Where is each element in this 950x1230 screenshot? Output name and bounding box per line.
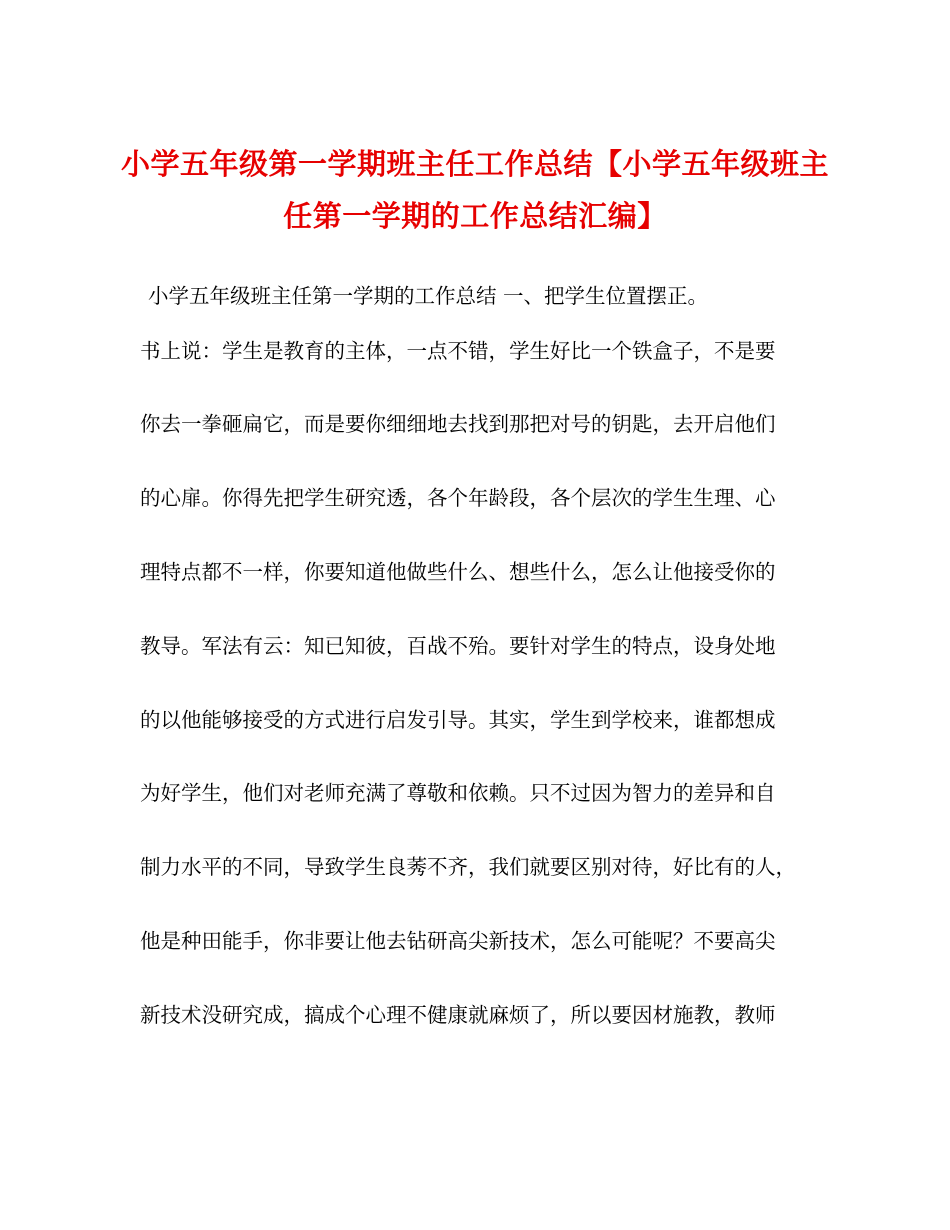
body-line: 书上说：学生是教育的主体，一点不错，学生好比一个铁盒子，不是要 xyxy=(140,339,776,363)
body-line: 的心扉。你得先把学生研究透，各个年龄段，各个层次的学生生理、心 xyxy=(140,486,776,510)
body-line: 制力水平的不同，导致学生良莠不齐，我们就要区别对待，好比有的人， xyxy=(140,855,796,879)
document-title xyxy=(110,138,840,242)
body-line: 教导。军法有云：知已知彼，百战不殆。要针对学生的特点，设身处地 xyxy=(140,634,776,658)
title-line-2: 任第一学期的工作总结汇编】 xyxy=(283,199,667,233)
body-line: 小学五年级班主任第一学期的工作总结 一、把学生位置摆正。 xyxy=(148,284,709,308)
body-line: 新技术没研究成，搞成个心理不健康就麻烦了，所以要因材施教，教师 xyxy=(140,1003,776,1027)
body-line: 为好学生，他们对老师充满了尊敬和依赖。只不过因为智力的差异和自 xyxy=(140,781,776,805)
body-line: 的以他能够接受的方式进行启发引导。其实，学生到学校来，谁都想成 xyxy=(140,708,776,732)
body-line: 你去一拳砸扁它，而是要你细细地去找到那把对号的钥匙，去开启他们 xyxy=(140,412,776,436)
body-line: 理特点都不一样，你要知道他做些什么、想些什么，怎么让他接受你的 xyxy=(140,560,776,584)
body-line: 他是种田能手，你非要让他去钻研高尖新技术，怎么可能呢？不要高尖 xyxy=(140,929,776,953)
title-line-1: 小学五年级第一学期班主任工作总结【小学五年级班主 xyxy=(120,147,829,181)
